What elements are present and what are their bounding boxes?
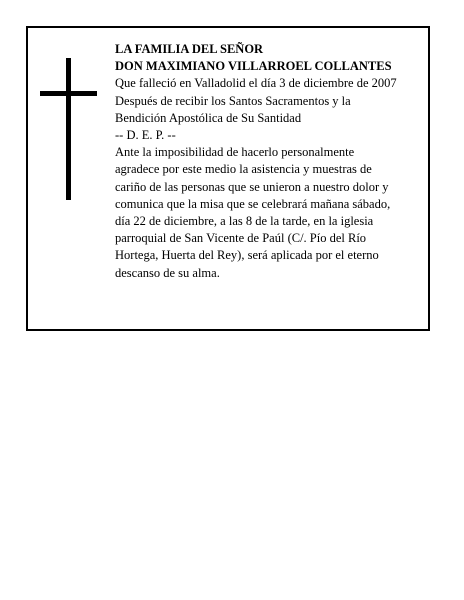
- rip-line: -- D. E. P. --: [115, 128, 176, 143]
- body-line: comunica que la misa que se celebrará mañana sábado,: [115, 196, 391, 211]
- body-line: día 22 de diciembre, a las 8 de la tarde, en la iglesia: [115, 214, 374, 229]
- cross-icon: [40, 58, 100, 200]
- body-line: cariño de las personas que se unieron a nuestro dolor y: [115, 179, 389, 194]
- body-line: descanso de su alma.: [115, 265, 220, 280]
- cross-vertical-bar: [66, 58, 71, 200]
- cross-horizontal-bar: [40, 91, 97, 96]
- body-line: agradece por este medio la asistencia y muestras de: [115, 162, 372, 177]
- notice-text: [115, 41, 427, 282]
- heading-family: LA FAMILIA DEL SEÑOR: [115, 42, 264, 56]
- obituary-notice: [26, 26, 430, 331]
- body-line: parroquial de San Vicente de Paúl (C/. Pío del Río: [115, 231, 367, 246]
- body-line: Hortega, Huerta del Rey), será aplicada por el eterno: [115, 248, 379, 263]
- body-line: Ante la imposibilidad de hacerlo personalmente: [115, 145, 355, 160]
- sacraments-line-2: Bendición Apostólica de Su Santidad: [115, 110, 302, 125]
- death-line: Que falleció en Valladolid el día 3 de diciembre de 2007: [115, 76, 397, 91]
- heading-deceased-name: DON MAXIMIANO VILLARROEL COLLANTES: [115, 59, 392, 74]
- sacraments-line-1: Después de recibir los Santos Sacramentos y la: [115, 93, 351, 108]
